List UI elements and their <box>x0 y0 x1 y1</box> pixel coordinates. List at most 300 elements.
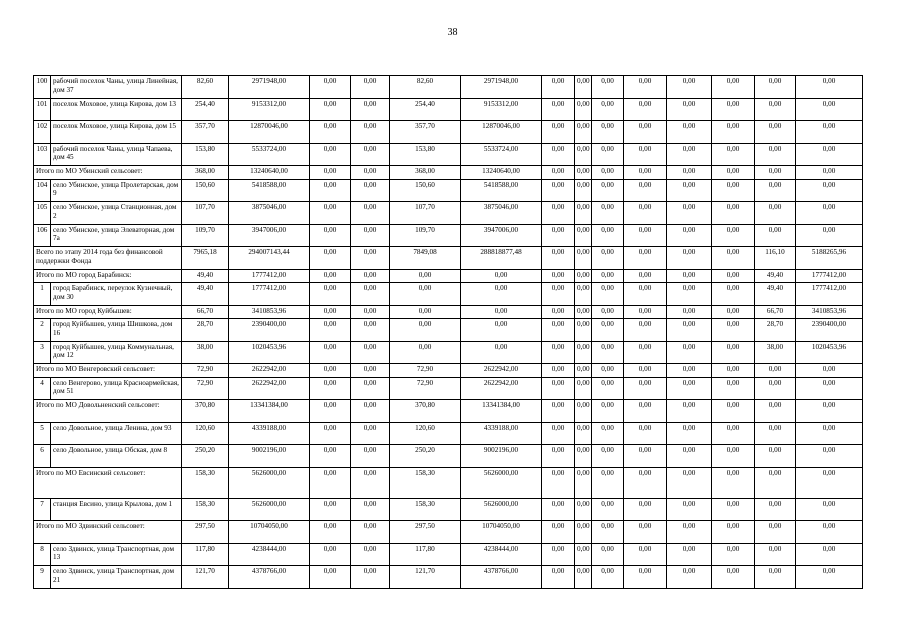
value-cell: 4378766,00 <box>461 566 542 589</box>
value-cell: 2622942,00 <box>229 377 310 400</box>
value-cell: 0,00 <box>712 400 755 423</box>
page-number: 38 <box>447 27 458 38</box>
value-cell: 0,00 <box>667 143 712 166</box>
address-cell: село Здвинск, улица Транспортная, дом 13 <box>51 543 182 566</box>
value-cell: 0,00 <box>575 467 592 498</box>
value-cell: 0,00 <box>712 98 755 121</box>
value-cell: 0,00 <box>624 445 667 468</box>
value-cell: 0,00 <box>667 179 712 202</box>
housing-program-table <box>33 75 863 589</box>
value-cell: 0,00 <box>575 224 592 247</box>
value-cell: 0,00 <box>624 422 667 445</box>
value-cell: 0,00 <box>624 143 667 166</box>
value-cell: 0,00 <box>755 143 796 166</box>
value-cell: 0,00 <box>755 76 796 99</box>
value-cell: 0,00 <box>667 377 712 400</box>
value-cell: 0,00 <box>575 422 592 445</box>
value-cell: 117,80 <box>390 543 461 566</box>
value-cell: 0,00 <box>592 521 624 544</box>
value-cell: 3410853,96 <box>796 305 863 319</box>
value-cell: 0,00 <box>796 364 863 378</box>
value-cell: 0,00 <box>755 445 796 468</box>
value-cell: 0,00 <box>542 400 575 423</box>
value-cell: 0,00 <box>712 305 755 319</box>
value-cell: 49,40 <box>755 269 796 283</box>
value-cell: 0,00 <box>755 543 796 566</box>
value-cell: 0,00 <box>575 305 592 319</box>
value-cell: 0,00 <box>624 566 667 589</box>
value-cell: 0,00 <box>351 166 390 180</box>
value-cell: 0,00 <box>592 319 624 342</box>
value-cell: 254,40 <box>182 98 229 121</box>
row-number-cell: 7 <box>34 498 51 521</box>
value-cell: 0,00 <box>542 143 575 166</box>
value-cell: 0,00 <box>624 98 667 121</box>
value-cell: 1777412,00 <box>796 283 863 306</box>
value-cell: 0,00 <box>310 283 351 306</box>
value-cell: 0,00 <box>667 76 712 99</box>
value-cell: 0,00 <box>796 543 863 566</box>
value-cell: 0,00 <box>575 179 592 202</box>
value-cell: 72,90 <box>390 377 461 400</box>
value-cell: 0,00 <box>390 269 461 283</box>
value-cell: 1777412,00 <box>229 283 310 306</box>
value-cell: 0,00 <box>592 341 624 364</box>
row-number-cell: 100 <box>34 76 51 99</box>
value-cell: 0,00 <box>592 269 624 283</box>
value-cell: 0,00 <box>351 143 390 166</box>
value-cell: 0,00 <box>461 283 542 306</box>
value-cell: 49,40 <box>755 283 796 306</box>
value-cell: 0,00 <box>390 319 461 342</box>
value-cell: 2390400,00 <box>796 319 863 342</box>
value-cell: 0,00 <box>624 305 667 319</box>
value-cell: 0,00 <box>351 202 390 225</box>
value-cell: 0,00 <box>592 98 624 121</box>
value-cell: 0,00 <box>351 283 390 306</box>
value-cell: 1020453,96 <box>796 341 863 364</box>
value-cell: 3410853,96 <box>229 305 310 319</box>
value-cell: 0,00 <box>712 543 755 566</box>
value-cell: 4238444,00 <box>229 543 310 566</box>
value-cell: 49,40 <box>182 269 229 283</box>
value-cell: 0,00 <box>310 305 351 319</box>
table-row <box>34 498 863 521</box>
value-cell: 0,00 <box>575 269 592 283</box>
value-cell: 0,00 <box>351 498 390 521</box>
value-cell: 2971948,00 <box>229 76 310 99</box>
value-cell: 72,90 <box>390 364 461 378</box>
value-cell: 0,00 <box>542 566 575 589</box>
value-cell: 0,00 <box>796 400 863 423</box>
value-cell: 0,00 <box>310 319 351 342</box>
value-cell: 0,00 <box>796 498 863 521</box>
value-cell: 0,00 <box>712 76 755 99</box>
value-cell: 0,00 <box>310 566 351 589</box>
value-cell: 120,60 <box>182 422 229 445</box>
value-cell: 0,00 <box>351 98 390 121</box>
value-cell: 0,00 <box>624 269 667 283</box>
value-cell: 4339188,00 <box>229 422 310 445</box>
table-row <box>34 445 863 468</box>
value-cell: 0,00 <box>667 166 712 180</box>
address-cell: село Здвинск, улица Транспортная, дом 21 <box>51 566 182 589</box>
value-cell: 109,70 <box>390 224 461 247</box>
value-cell: 0,00 <box>796 445 863 468</box>
value-cell: 2622942,00 <box>461 377 542 400</box>
value-cell: 2622942,00 <box>229 364 310 378</box>
value-cell: 0,00 <box>310 467 351 498</box>
value-cell: 357,70 <box>182 121 229 144</box>
value-cell: 0,00 <box>592 76 624 99</box>
value-cell: 1020453,96 <box>229 341 310 364</box>
table-row <box>34 121 863 144</box>
value-cell: 0,00 <box>542 269 575 283</box>
value-cell: 0,00 <box>310 76 351 99</box>
table-row <box>34 224 863 247</box>
value-cell: 0,00 <box>667 121 712 144</box>
value-cell: 4238444,00 <box>461 543 542 566</box>
value-cell: 117,80 <box>182 543 229 566</box>
value-cell: 0,00 <box>712 247 755 270</box>
value-cell: 0,00 <box>575 377 592 400</box>
value-cell: 0,00 <box>755 121 796 144</box>
value-cell: 0,00 <box>712 422 755 445</box>
value-cell: 0,00 <box>796 566 863 589</box>
value-cell: 0,00 <box>796 521 863 544</box>
value-cell: 0,00 <box>667 269 712 283</box>
value-cell: 357,70 <box>390 121 461 144</box>
value-cell: 0,00 <box>542 121 575 144</box>
value-cell: 0,00 <box>351 341 390 364</box>
value-cell: 0,00 <box>575 400 592 423</box>
value-cell: 158,30 <box>182 467 229 498</box>
value-cell: 0,00 <box>796 76 863 99</box>
value-cell: 0,00 <box>755 566 796 589</box>
value-cell: 0,00 <box>712 377 755 400</box>
value-cell: 0,00 <box>310 364 351 378</box>
value-cell: 5533724,00 <box>461 143 542 166</box>
value-cell: 0,00 <box>755 467 796 498</box>
value-cell: 0,00 <box>592 400 624 423</box>
value-cell: 368,00 <box>182 166 229 180</box>
value-cell: 370,80 <box>182 400 229 423</box>
value-cell: 10704050,00 <box>461 521 542 544</box>
value-cell: 116,10 <box>755 247 796 270</box>
value-cell: 0,00 <box>667 467 712 498</box>
value-cell: 0,00 <box>575 283 592 306</box>
address-cell: поселок Моховое, улица Кирова, дом 15 <box>51 121 182 144</box>
value-cell: 0,00 <box>755 400 796 423</box>
value-cell: 0,00 <box>542 467 575 498</box>
value-cell: 0,00 <box>461 319 542 342</box>
row-number-cell: 102 <box>34 121 51 144</box>
value-cell: 0,00 <box>755 166 796 180</box>
value-cell: 0,00 <box>592 247 624 270</box>
value-cell: 66,70 <box>755 305 796 319</box>
value-cell: 72,90 <box>182 364 229 378</box>
value-cell: 0,00 <box>592 179 624 202</box>
value-cell: 288818877,48 <box>461 247 542 270</box>
value-cell: 0,00 <box>667 445 712 468</box>
value-cell: 0,00 <box>575 498 592 521</box>
value-cell: 0,00 <box>390 305 461 319</box>
value-cell: 0,00 <box>796 467 863 498</box>
value-cell: 9153312,00 <box>461 98 542 121</box>
value-cell: 5626000,00 <box>229 498 310 521</box>
value-cell: 9002196,00 <box>229 445 310 468</box>
value-cell: 109,70 <box>182 224 229 247</box>
value-cell: 0,00 <box>542 98 575 121</box>
value-cell: 0,00 <box>310 143 351 166</box>
value-cell: 66,70 <box>182 305 229 319</box>
value-cell: 0,00 <box>667 498 712 521</box>
value-cell: 7965,18 <box>182 247 229 270</box>
value-cell: 0,00 <box>575 166 592 180</box>
value-cell: 3875046,00 <box>229 202 310 225</box>
row-number-cell: 103 <box>34 143 51 166</box>
value-cell: 150,60 <box>390 179 461 202</box>
value-cell: 0,00 <box>624 377 667 400</box>
value-cell: 250,20 <box>390 445 461 468</box>
value-cell: 12870046,00 <box>461 121 542 144</box>
value-cell: 0,00 <box>796 98 863 121</box>
value-cell: 0,00 <box>351 121 390 144</box>
value-cell: 158,30 <box>390 498 461 521</box>
value-cell: 13341384,00 <box>461 400 542 423</box>
value-cell: 0,00 <box>755 521 796 544</box>
value-cell: 0,00 <box>624 283 667 306</box>
value-cell: 0,00 <box>542 179 575 202</box>
total-row <box>34 364 863 378</box>
value-cell: 0,00 <box>542 283 575 306</box>
value-cell: 0,00 <box>542 445 575 468</box>
value-cell: 13240640,00 <box>229 166 310 180</box>
value-cell: 0,00 <box>667 364 712 378</box>
value-cell: 0,00 <box>624 166 667 180</box>
value-cell: 7849,08 <box>390 247 461 270</box>
value-cell: 0,00 <box>624 76 667 99</box>
value-cell: 0,00 <box>351 224 390 247</box>
total-label-cell: Итого по МО город Барабинск: <box>34 269 182 283</box>
total-row <box>34 305 863 319</box>
total-label-cell: Всего по этапу 2014 года без финансовой поддержки Фонда <box>34 247 182 270</box>
value-cell: 0,00 <box>575 76 592 99</box>
row-number-cell: 2 <box>34 319 51 342</box>
value-cell: 3947006,00 <box>229 224 310 247</box>
value-cell: 0,00 <box>310 98 351 121</box>
value-cell: 0,00 <box>461 269 542 283</box>
address-cell: станция Евсино, улица Крылова, дом 1 <box>51 498 182 521</box>
table-row <box>34 422 863 445</box>
value-cell: 0,00 <box>667 202 712 225</box>
value-cell: 0,00 <box>592 305 624 319</box>
value-cell: 0,00 <box>755 98 796 121</box>
value-cell: 0,00 <box>712 566 755 589</box>
value-cell: 0,00 <box>592 445 624 468</box>
value-cell: 120,60 <box>390 422 461 445</box>
value-cell: 0,00 <box>575 364 592 378</box>
value-cell: 0,00 <box>712 445 755 468</box>
row-number-cell: 106 <box>34 224 51 247</box>
address-cell: рабочий поселок Чаны, улица Линейная, дом 37 <box>51 76 182 99</box>
value-cell: 0,00 <box>667 422 712 445</box>
value-cell: 0,00 <box>712 364 755 378</box>
value-cell: 0,00 <box>592 498 624 521</box>
total-label-cell: Итого по МО Довольненский сельсовет: <box>34 400 182 423</box>
value-cell: 0,00 <box>712 319 755 342</box>
value-cell: 0,00 <box>575 319 592 342</box>
value-cell: 0,00 <box>351 377 390 400</box>
value-cell: 107,70 <box>182 202 229 225</box>
value-cell: 2390400,00 <box>229 319 310 342</box>
value-cell: 0,00 <box>542 543 575 566</box>
value-cell: 368,00 <box>390 166 461 180</box>
value-cell: 0,00 <box>351 422 390 445</box>
value-cell: 0,00 <box>712 498 755 521</box>
value-cell: 0,00 <box>351 521 390 544</box>
value-cell: 0,00 <box>796 202 863 225</box>
value-cell: 121,70 <box>182 566 229 589</box>
value-cell: 0,00 <box>796 377 863 400</box>
total-label-cell: Итого по МО Венгеровский сельсовет: <box>34 364 182 378</box>
address-cell: город Куйбышев, улица Шишкова, дом 16 <box>51 319 182 342</box>
value-cell: 0,00 <box>575 341 592 364</box>
value-cell: 0,00 <box>351 445 390 468</box>
value-cell: 0,00 <box>796 179 863 202</box>
total-row <box>34 166 863 180</box>
table-row <box>34 202 863 225</box>
value-cell: 0,00 <box>542 364 575 378</box>
value-cell: 0,00 <box>712 166 755 180</box>
value-cell: 0,00 <box>351 364 390 378</box>
value-cell: 0,00 <box>592 543 624 566</box>
value-cell: 0,00 <box>592 143 624 166</box>
value-cell: 0,00 <box>624 224 667 247</box>
value-cell: 0,00 <box>592 377 624 400</box>
value-cell: 0,00 <box>351 467 390 498</box>
address-cell: село Венгерово, улица Красноармейская, дом 51 <box>51 377 182 400</box>
value-cell: 1777412,00 <box>229 269 310 283</box>
value-cell: 0,00 <box>755 377 796 400</box>
value-cell: 0,00 <box>755 224 796 247</box>
table-row <box>34 319 863 342</box>
value-cell: 158,30 <box>390 467 461 498</box>
value-cell: 0,00 <box>351 247 390 270</box>
value-cell: 0,00 <box>796 422 863 445</box>
value-cell: 9153312,00 <box>229 98 310 121</box>
row-number-cell: 104 <box>34 179 51 202</box>
value-cell: 0,00 <box>351 400 390 423</box>
value-cell: 0,00 <box>575 543 592 566</box>
total-row <box>34 400 863 423</box>
total-row <box>34 269 863 283</box>
value-cell: 0,00 <box>667 305 712 319</box>
value-cell: 0,00 <box>542 305 575 319</box>
value-cell: 0,00 <box>575 121 592 144</box>
value-cell: 0,00 <box>592 566 624 589</box>
address-cell: рабочий поселок Чаны, улица Чапаева, дом 45 <box>51 143 182 166</box>
total-label-cell: Итого по МО Здвинский сельсовет: <box>34 521 182 544</box>
value-cell: 0,00 <box>667 400 712 423</box>
value-cell: 0,00 <box>575 445 592 468</box>
value-cell: 13341384,00 <box>229 400 310 423</box>
value-cell: 5188265,96 <box>796 247 863 270</box>
value-cell: 82,60 <box>182 76 229 99</box>
value-cell: 0,00 <box>667 98 712 121</box>
value-cell: 0,00 <box>310 422 351 445</box>
address-cell: село Убинское, улица Станционная, дом 2 <box>51 202 182 225</box>
value-cell: 0,00 <box>755 202 796 225</box>
value-cell: 3875046,00 <box>461 202 542 225</box>
value-cell: 0,00 <box>796 143 863 166</box>
value-cell: 0,00 <box>624 364 667 378</box>
value-cell: 0,00 <box>351 305 390 319</box>
value-cell: 0,00 <box>310 377 351 400</box>
address-cell: село Довольное, улица Ленина, дом 93 <box>51 422 182 445</box>
value-cell: 0,00 <box>667 283 712 306</box>
value-cell: 49,40 <box>182 283 229 306</box>
value-cell: 0,00 <box>755 179 796 202</box>
value-cell: 0,00 <box>592 202 624 225</box>
value-cell: 0,00 <box>310 202 351 225</box>
value-cell: 0,00 <box>667 341 712 364</box>
value-cell: 0,00 <box>542 247 575 270</box>
value-cell: 0,00 <box>712 179 755 202</box>
value-cell: 5418588,00 <box>461 179 542 202</box>
value-cell: 0,00 <box>667 543 712 566</box>
value-cell: 13240640,00 <box>461 166 542 180</box>
value-cell: 28,70 <box>182 319 229 342</box>
table-row <box>34 566 863 589</box>
value-cell: 0,00 <box>575 143 592 166</box>
value-cell: 72,90 <box>182 377 229 400</box>
value-cell: 9002196,00 <box>461 445 542 468</box>
value-cell: 0,00 <box>796 166 863 180</box>
value-cell: 0,00 <box>310 224 351 247</box>
value-cell: 0,00 <box>351 76 390 99</box>
address-cell: село Довольное, улица Обская, дом 8 <box>51 445 182 468</box>
value-cell: 0,00 <box>351 179 390 202</box>
value-cell: 4339188,00 <box>461 422 542 445</box>
table-row <box>34 98 863 121</box>
value-cell: 0,00 <box>624 543 667 566</box>
value-cell: 107,70 <box>390 202 461 225</box>
value-cell: 28,70 <box>755 319 796 342</box>
value-cell: 0,00 <box>624 400 667 423</box>
value-cell: 0,00 <box>592 283 624 306</box>
value-cell: 0,00 <box>667 566 712 589</box>
value-cell: 0,00 <box>310 121 351 144</box>
value-cell: 0,00 <box>667 224 712 247</box>
table-row <box>34 76 863 99</box>
value-cell: 0,00 <box>542 521 575 544</box>
value-cell: 0,00 <box>310 247 351 270</box>
value-cell: 297,50 <box>182 521 229 544</box>
value-cell: 0,00 <box>624 202 667 225</box>
address-cell: поселок Моховое, улица Кирова, дом 13 <box>51 98 182 121</box>
value-cell: 0,00 <box>712 283 755 306</box>
total-row <box>34 247 863 270</box>
value-cell: 82,60 <box>390 76 461 99</box>
value-cell: 0,00 <box>351 269 390 283</box>
value-cell: 0,00 <box>624 498 667 521</box>
value-cell: 0,00 <box>712 143 755 166</box>
value-cell: 0,00 <box>575 566 592 589</box>
address-cell: город Куйбышев, улица Коммунальная, дом 12 <box>51 341 182 364</box>
value-cell: 5418588,00 <box>229 179 310 202</box>
value-cell: 0,00 <box>712 269 755 283</box>
